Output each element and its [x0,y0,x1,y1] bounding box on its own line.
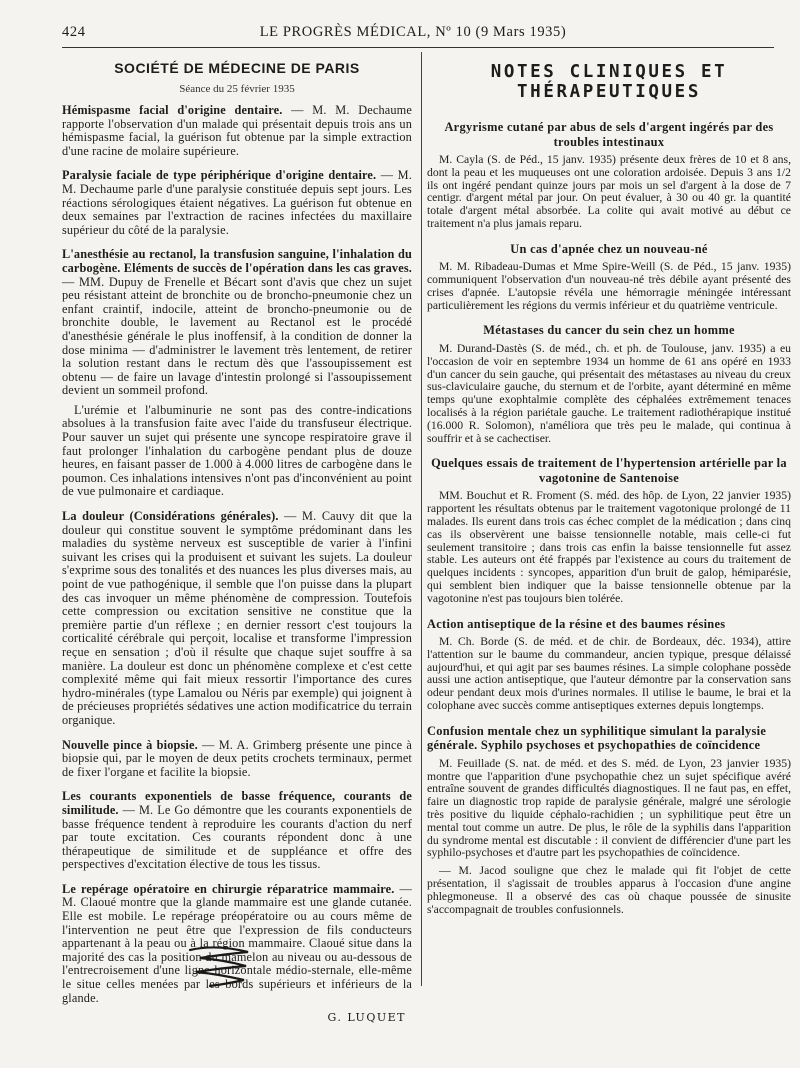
session-date: Séance du 25 février 1935 [179,83,295,95]
note-title: Quelques essais de traitement de l'hypertension artérielle par la vagotonine de Santenoise [431,456,787,485]
report-lead: Hémispasme facial d'origine dentaire. [62,103,283,117]
note-title: Action antiseptique de la résine et des baumes résines [427,616,726,631]
clinical-note [427,323,791,445]
report-lead: Les courants exponentiels de basse fréquence, courants de similitude. [62,789,412,817]
report-body: — MM. Dupuy de Frenelle et Bécart sont d'avis que chez un sujet peu résistant atteint de bronchite ou de broncho-pneumonie chez un enfant craintif, indocile, atteint de broncho-pneumonie ou de bronchite double, le lavement au Rectanol est le procédé d'anesthésie générale le plus inoffensif, à la condition de donner la dose minima — d'administrer le lavement très lentement, de retirer la solution restant dans le rectum dès que l'assoupissement est obtenu — de faire un lavage d'intestin prolongé si l'assoupissement devient un sommeil profond. [62,274,412,398]
note-paragraph: M. M. Ribadeau-Dumas et Mme Spire-Weill (S. de Péd., 15 janv. 1935) communiquent l'observation d'un nouveau-né très débile ayant présenté des crises d'apnée. L'autopsie révéla une hémorragie méningée intéressant particulièrement les régions du vermis inférieur et du quatrième ventricule. [427,260,791,312]
note-paragraph: — M. Jacod souligne que chez le malade qui fit l'objet de cette présentation, il s'agissait de troubles apparus à l'occasion d'une angine phlegmoneuse. Il a observé des cas où chaque poussée de sinusite s'accompagnait de troubles confusionnels. [427,864,791,916]
report-paragraph [62,790,412,872]
running-header [52,22,774,44]
notes-section-title: NOTES CLINIQUES ET THÉRAPEUTIQUES [490,62,728,102]
society-title: SOCIÉTÉ DE MÉDECINE DE PARIS [114,60,360,76]
report-body: — M. M. Dechaume rapporte l'observation d'un malade qui présentait depuis trois ans un hémispasme facial, la guérison fut obtenue par la simple extraction d'une racine de molaire supérieure. [62,103,413,158]
note-paragraph: MM. Bouchut et R. Froment (S. méd. des hôp. de Lyon, 22 janvier 1935) rapportent les résultats obtenus par le traitement vagotonique prolongé de 11 malades. Ils eurent dans trois cas échec complet de la médication ; dans cinq cas ils observèrent une baisse tensionnelle notable, mais celle-ci fut seulement transitoire ; dans trois cas enfin la baisse tensionnelle fut assez stable. Les auteurs ont été frappés par l'existence au cours du traitement de quelques incidents : syncopes, apparition d'un bruit de galop, hémiparésie, qui semblent bien indiquer que la baisse tensionnelle obtenue par la vagotonine n'est pas toujours bien tolérée. [427,489,791,605]
report-paragraph [62,248,412,398]
note-title: Argyrisme cutané par abus de sels d'argent ingérés par des troubles intestinaux [444,120,774,149]
report-lead: Paralysie faciale de type périphérique d'origine dentaire. [62,168,377,183]
report-body: — M. Claoué montre que la glande mammaire est une glande cutanée. Elle est mobile. Le repérage préopératoire ou au cours même de l'intervention ne peut être que l'expression de fils conducteurs appartenant à la peau ou à la région mammaire. Claoué situe dans la majorité des cas la position du mamelon au niveau ou au-dessous de l'entrecroisement d'une ligne horizontale médio-sternale, elle-même le situe celles menées par les bords supérieurs et inférieurs de la glande. [62,881,412,1005]
report-lead: Nouvelle pince à biopsie. [62,737,198,752]
report-paragraph [62,739,412,780]
page-number: 424 [62,24,86,40]
report-lead: Le repérage opératoire en chirurgie réparatrice mammaire. [62,881,395,896]
report-body: — M. Le Go démontre que les courants exponentiels de basse fréquence tendent à reproduire les courants d'action du nerf par toute excitation. Ces courants répondent donc à une thérapeutique de similitude et de suppléance et offre des perspectives d'excitation élective de tous les tissus. [62,802,412,872]
clinical-note [427,120,791,231]
section-end-ornament [186,944,256,988]
report-paragraph [62,169,412,237]
report-body: L'urémie et l'albuminurie ne sont pas des contre-indications absolues à la transfusion faite avec l'aide du transfuseur électrique. Pour sauver un sujet qui présente une syncope respiratoire grave il faut prolonger l'inhalation du carbogène pendant plus de douze heures, en faisant passer de 1.000 à 4.000 litres de carbogène dans le poumon. Ces inhalations intensives n'ont pas d'inconvénient au point de vue pulmonaire et cardiaque. [62,402,412,499]
report-body: — M. A. Grimberg présente une pince à biopsie qui, par le moyen de deux petits crochets terminaux, permet de fixer l'organe et facilite la biopsie. [62,737,412,779]
report-paragraph [62,104,412,158]
note-paragraph: M. Cayla (S. de Péd., 15 janv. 1935) présente deux frères de 10 et 8 ans, dont la peau et les muqueuses ont une coloration ardoisée. Depuis 3 ans 1/2 ils ont ingéré pendant quinze jours par mois un sel d'argent à la dose de 7 centigr. d'argent métal par jour. On peut évaluer, à 30 ou 40 gr. la quantité totale d'argent métal absorbée. La colite qui avait motivé au début ce traitement n'a plus jamais reparu. [427,153,791,230]
report-paragraph [62,404,412,499]
running-title: LE PROGRÈS MÉDICAL, Nº 10 (9 Mars 1935) [259,24,567,40]
clinical-note [427,724,791,917]
report-lead: La douleur (Considérations générales). [62,509,279,524]
note-paragraph: M. Feuillade (S. nat. de méd. et des S. méd. de Lyon, 23 janvier 1935) montre que l'apparition d'une psychopathie chez un sujet spécifique avéré entraîne souvent de grandes difficultés diagnostiques. Il ne faut pas, en effet, faire un diagnostic trop rapide de paralysie générale, malgré une sérologie très positive du liquide céphalo-rachidien ; un syphilitique peut être un mental tout comme un autre. De plus, le rôle de la syphilis dans l'apparition du syndrome mental est discutable : il convient de différencier d'une part les syphilo-psychoses et d'autre part les psychopathies de coïncidence. [427,756,791,860]
header-rule [62,47,774,48]
report-body: — M. Cauvy dit que la douleur qui constitue souvent le symptôme prédominant dans les maladies du système nerveux est susceptible de varier à l'infini suivant les crises qui la produisent et suivant les sujets. La douleur s'exprime sous des tonalités et des nuances les plus diverses mais, au point de vue pathogénique, il semble que l'on puisse dans la plupart des cas invoquer un même phénomène de compression. Toutefois cette compression ou excitation sensitive ne constitue que la première partie d'un réflexe ; en dernier ressort c'est toujours la corticalité cérébrale qui perçoit, localise et transforme l'impression reçue en sensation ; d'où il résulte que chaque sujet souffre à sa manière. La douleur est donc un phénomène complexe et c'est cette complexité même qui fait mieux ressortir l'importance des cures hydro-minérales (type Lamalou ou Néris par exemple) qui joignent à de précieuses propriétés sédatives une action modificatrice du terrain organique. [62,509,412,727]
report-body: — M. M. Dechaume parle d'une paralysie constituée depuis sept jours. Les réactions sérologiques étaient négatives. La guérison fut obtenue en deux semaines par l'extraction de racines infectées du maxillaire supérieur du côté de la paralysie. [62,168,412,237]
right-column [427,58,791,927]
author-signature: G. LUQUET [327,1011,406,1025]
note-title: Métastases du cancer du sein chez un homme [483,323,735,338]
clinical-note [427,456,791,605]
report-paragraph [62,510,412,728]
left-column [62,58,412,1024]
note-paragraph: M. Durand-Dastès (S. de méd., ch. et ph. de Toulouse, janv. 1935) a eu l'occasion de voir en septembre 1934 un homme de 61 ans opéré en 1933 d'un cancer du sein gauche, qui présentait des métastases au niveau du creux sus-claviculaire gauche, du sternum et de l'orbite, ayant déterminé en même temps qu'une exophtalmie complète des céphalées extrêmement tenaces localisés à la région pariétale gauche. Le traitement radiothérapique institué (16.000 R. Solomon), n'améliora que très peu le malade, qui continua à souffrir et à se cachectiser. [427,341,791,445]
clinical-note [427,242,791,313]
report-lead: L'anesthésie au rectanol, la transfusion sanguine, l'inhalation du carbogène. Eléments de succès de l'opération dans les cas graves. [62,247,412,275]
column-divider [421,52,422,986]
clinical-note [427,617,791,713]
note-title: Un cas d'apnée chez un nouveau-né [510,241,708,256]
note-paragraph: M. Ch. Borde (S. de méd. et de chir. de Bordeaux, déc. 1934), attire l'attention sur le baume du commandeur, ancien typique, presque délaissé aujourd'hui, et qui agit par ses baumes résines. La simple colophane possède aussi une action antiseptique, que l'auteur démontre par la conservation sans odeur pendant deux mois d'urines normales. Il utilise le baume, le brai et la colophane avec succès comme antiseptiques externes depuis longtemps. [427,635,791,712]
note-title: Confusion mentale chez un syphilitique simulant la paralysie générale. Syphilo psychoses et psychopathies de coïncidence [427,723,767,753]
